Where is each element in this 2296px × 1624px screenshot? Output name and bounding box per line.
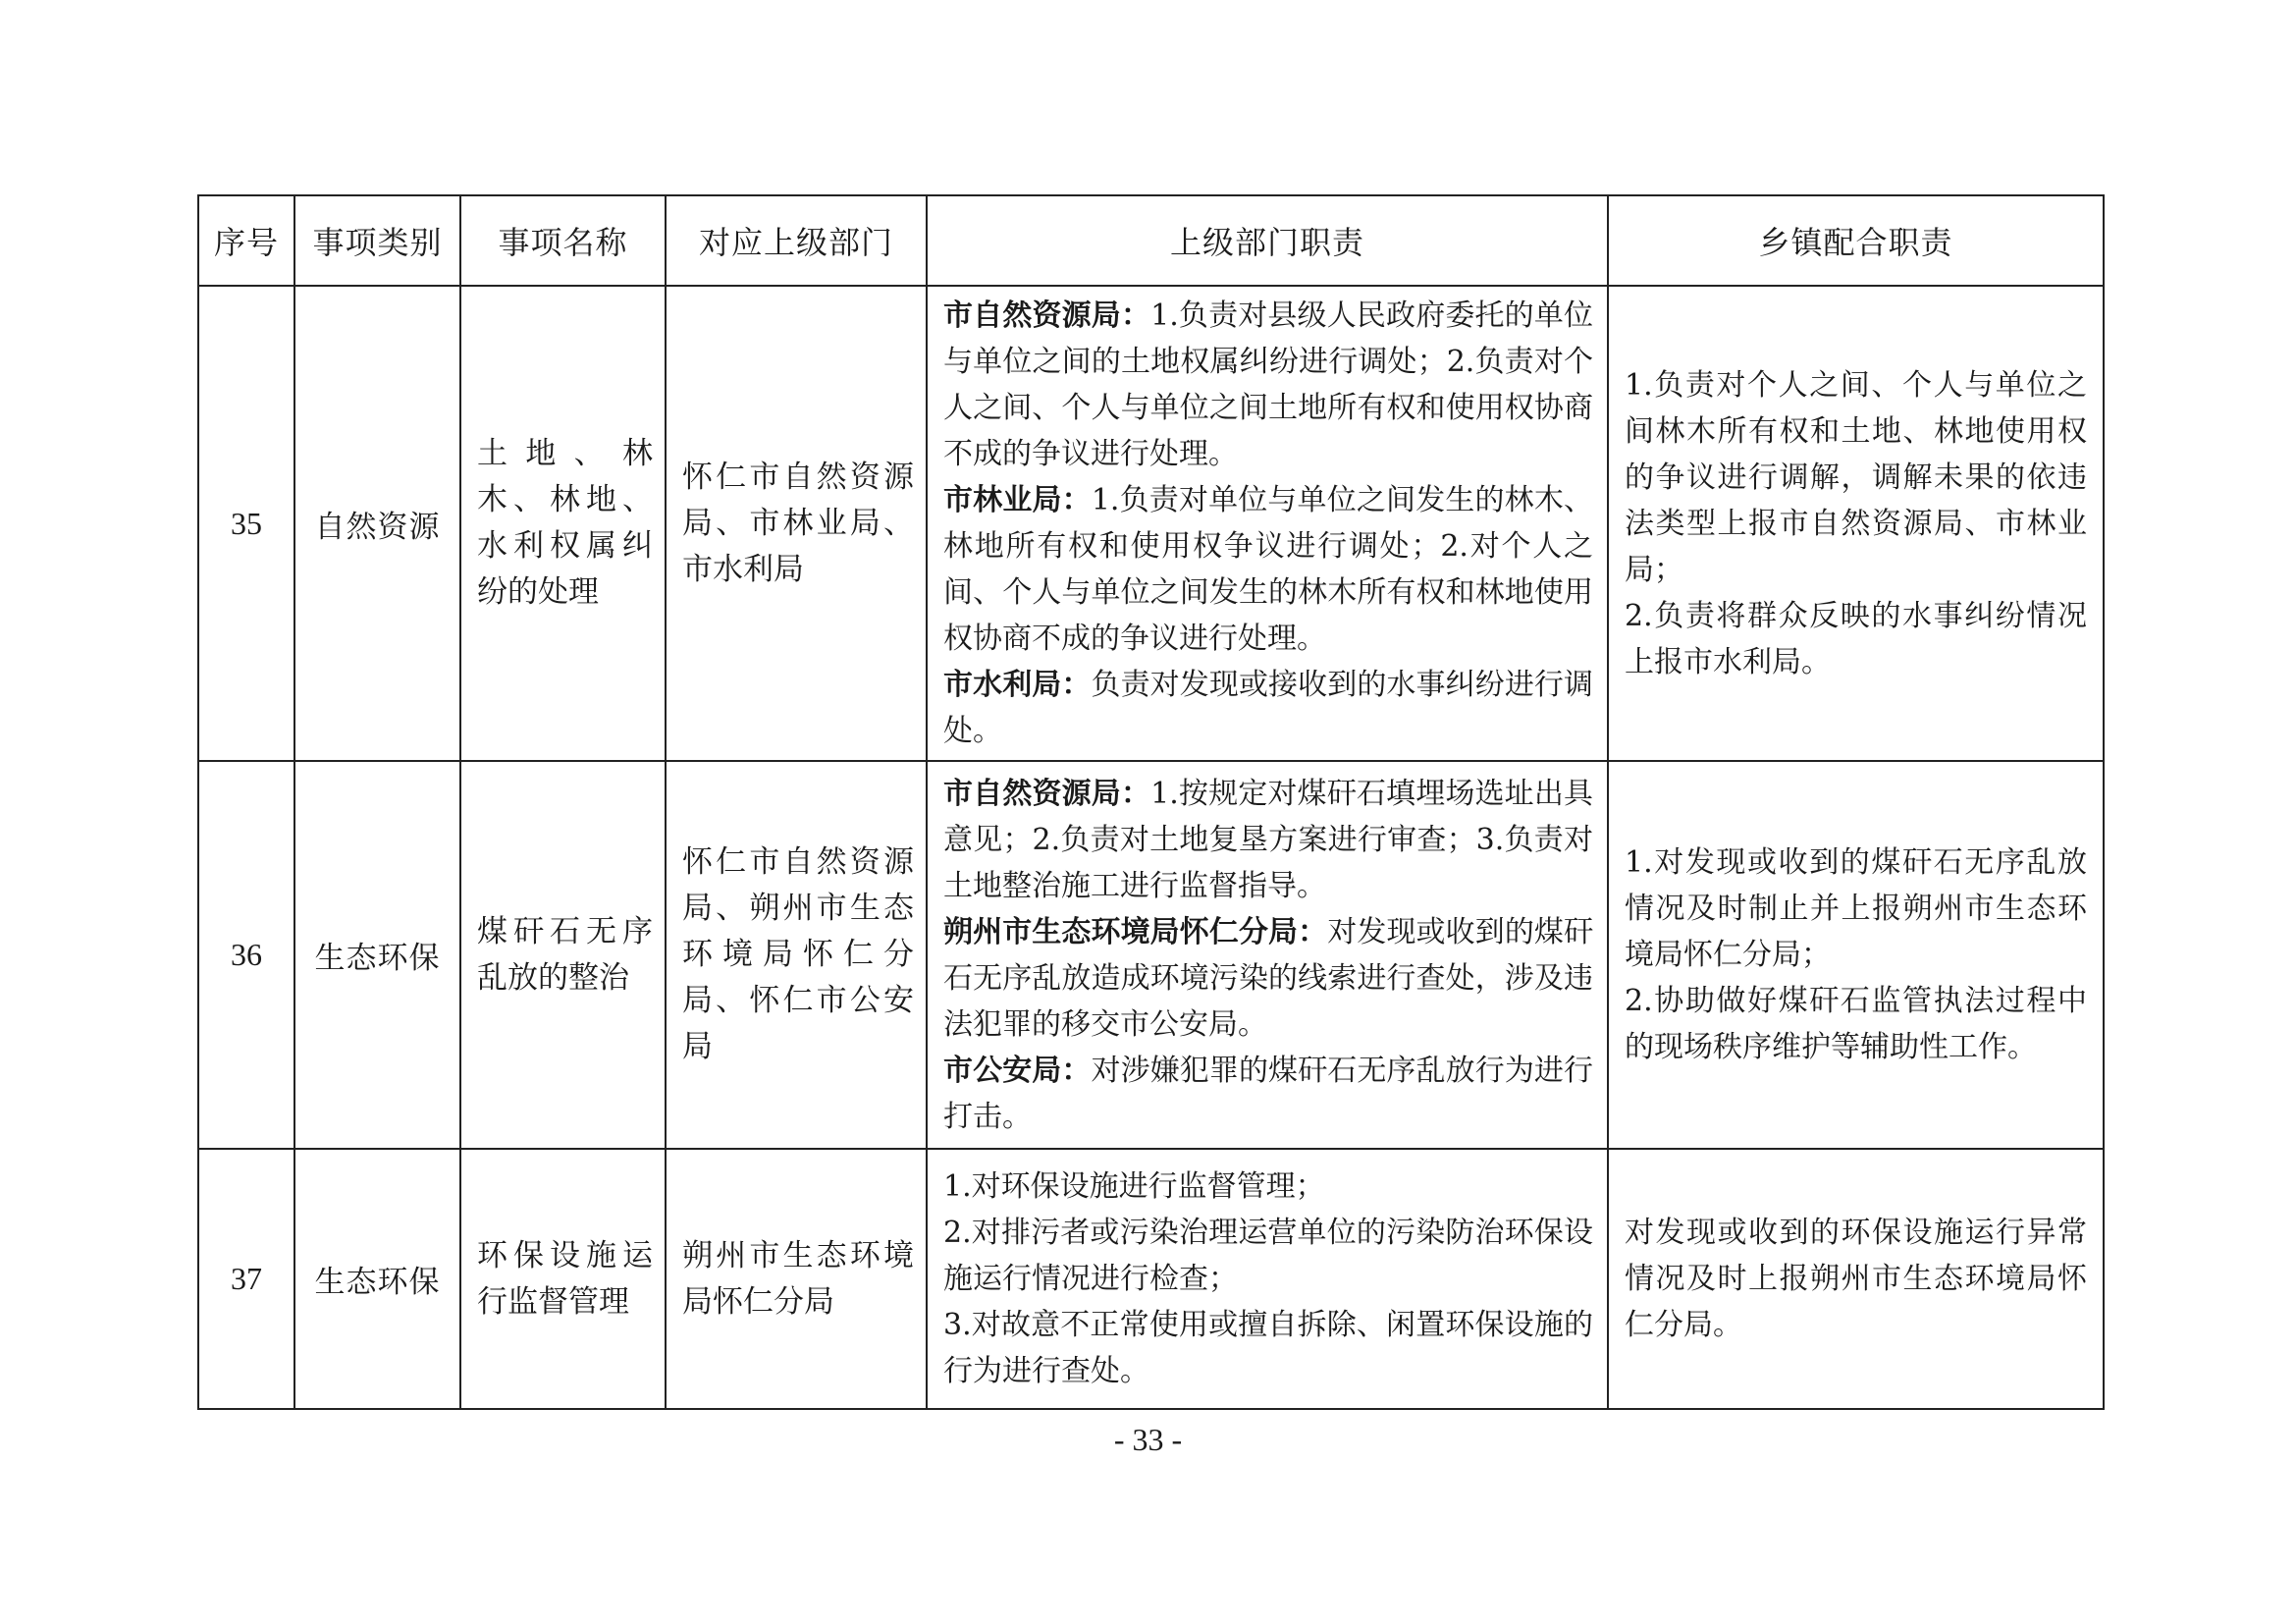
- header-item-name: 事项名称: [460, 195, 666, 286]
- responsibility-table: [197, 194, 2105, 1410]
- town-duty-item: 1.对发现或收到的煤矸石无序乱放情况及时制止并上报朔州市生态环境局怀仁分局；: [1625, 845, 2087, 972]
- row-category: 生态环保: [294, 761, 460, 1149]
- row-responsibilities: [927, 1149, 1608, 1409]
- row-responsibilities: [927, 286, 1608, 761]
- responsibility-text: 1.负责对单位与单位之间发生的林木、林地所有权和使用权争议进行调处；2.对个人之间、个人与单位之间发生的林木所有权和林地使用权协商不成的争议进行处理。: [943, 483, 1594, 656]
- town-duty-item: 2.协助做好煤矸石监管执法过程中的现场秩序维护等辅助性工作。: [1625, 984, 2087, 1064]
- header-responsibilities: 上级部门职责: [927, 195, 1608, 286]
- row-town-duties: [1608, 761, 2104, 1149]
- responsibility-text: 负责对发现或接收到的水事纠纷进行调处。: [943, 668, 1594, 748]
- row-departments: 朔州市生态环境局怀仁分局: [666, 1149, 927, 1409]
- page-number: - 33 -: [1113, 1422, 1183, 1457]
- responsibility-item: [943, 1048, 1593, 1140]
- responsibility-text: 2.对排污者或污染治理运营单位的污染防治环保设施运行情况进行检查；: [943, 1216, 1593, 1296]
- responsibility-text: 3.对故意不正常使用或擅自拆除、闲置环保设施的行为进行查处。: [943, 1308, 1593, 1388]
- header-departments: 对应上级部门: [666, 195, 927, 286]
- responsibility-item: [943, 662, 1593, 754]
- responsibility-dept: 市自然资源局：: [943, 776, 1151, 811]
- responsibility-item: [943, 477, 1593, 662]
- row-departments: 怀仁市自然资源局、朔州市生态环境局怀仁分局、怀仁市公安局: [666, 761, 927, 1149]
- row-item-name: 煤矸石无序乱放的整治: [460, 761, 666, 1149]
- header-number: 序号: [198, 195, 294, 286]
- row-category: 自然资源: [294, 286, 460, 761]
- responsibility-text: 对涉嫌犯罪的煤矸石无序乱放行为进行打击。: [943, 1053, 1594, 1134]
- header-town-duties: 乡镇配合职责: [1608, 195, 2104, 286]
- town-duty-item: 对发现或收到的环保设施运行异常情况及时上报朔州市生态环境局怀仁分局。: [1625, 1216, 2087, 1342]
- responsibility-text: 1.负责对县级人民政府委托的单位与单位之间的土地权属纠纷进行调处；2.负责对个人之间、个人与单位之间土地所有权和使用权协商不成的争议进行处理。: [943, 298, 1593, 471]
- responsibility-text: 1.按规定对煤矸石填埋场选址出具意见；2.负责对土地复垦方案进行审查；3.负责对土地整治施工进行监督指导。: [943, 776, 1593, 903]
- responsibility-item: [943, 1302, 1593, 1394]
- header-category: 事项类别: [294, 195, 460, 286]
- row-responsibilities: [927, 761, 1608, 1149]
- responsibility-item: [943, 1164, 1593, 1210]
- responsibility-text: 对发现或收到的煤矸石无序乱放造成环境污染的线索进行查处，涉及违法犯罪的移交市公安局。: [943, 914, 1594, 1042]
- responsibility-item: [943, 909, 1593, 1048]
- table-row: [198, 286, 2104, 761]
- responsibility-item: [943, 1210, 1593, 1302]
- row-number: 35: [198, 286, 294, 761]
- row-item-name: 环保设施运行监督管理: [460, 1149, 666, 1409]
- row-town-duties: [1608, 286, 2104, 761]
- responsibility-item: [943, 771, 1593, 909]
- table-row: [198, 1149, 2104, 1409]
- row-town-duties: [1608, 1149, 2104, 1409]
- responsibility-dept: 市自然资源局：: [943, 298, 1151, 333]
- responsibility-text: 1.对环保设施进行监督管理；: [943, 1169, 1325, 1204]
- responsibility-dept: 市林业局：: [943, 483, 1092, 517]
- row-category: 生态环保: [294, 1149, 460, 1409]
- responsibility-dept: 市公安局：: [943, 1053, 1092, 1088]
- responsibility-item: [943, 293, 1593, 477]
- row-item-name: 土地、林木、林地、水利权属纠纷的处理: [460, 286, 666, 761]
- row-number: 36: [198, 761, 294, 1149]
- responsibility-dept: 市水利局：: [943, 668, 1092, 702]
- row-number: 37: [198, 1149, 294, 1409]
- town-duty-item: 2.负责将群众反映的水事纠纷情况上报市水利局。: [1625, 598, 2087, 679]
- town-duty-item: 1.负责对个人之间、个人与单位之间林木所有权和土地、林地使用权的争议进行调解，调解未果的依违法类型上报市自然资源局、市林业局；: [1625, 367, 2087, 587]
- row-departments: 怀仁市自然资源局、市林业局、市水利局: [666, 286, 927, 761]
- table-header-row: [198, 195, 2104, 286]
- table-row: [198, 761, 2104, 1149]
- responsibility-dept: 朔州市生态环境局怀仁分局：: [943, 914, 1328, 949]
